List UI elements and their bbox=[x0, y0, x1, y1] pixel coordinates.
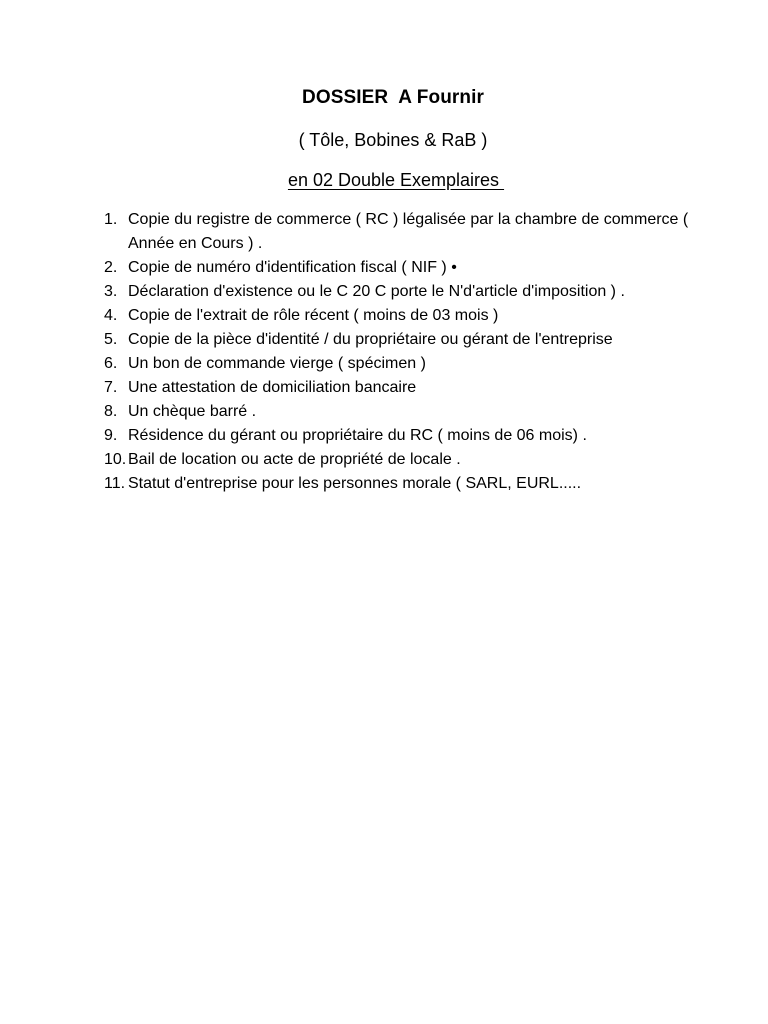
item-number: 9. bbox=[104, 427, 118, 444]
item-text: Un bon de commande vierge ( spécimen ) bbox=[128, 355, 426, 372]
list-item bbox=[104, 352, 704, 376]
document-title: DOSSIER A Fournir bbox=[302, 87, 484, 108]
item-text: Copie de l'extrait de rôle récent ( moins de 03 mois ) bbox=[128, 307, 499, 324]
item-number: 6. bbox=[104, 355, 118, 372]
item-number: 3. bbox=[104, 283, 118, 300]
item-number: 1. bbox=[104, 211, 118, 228]
item-number: 7. bbox=[104, 379, 118, 396]
item-text: Un chèque barré . bbox=[128, 403, 257, 420]
copies-note: en 02 Double Exemplaires bbox=[287, 170, 505, 190]
list-item bbox=[104, 256, 704, 280]
item-text: Une attestation de domiciliation bancaire bbox=[128, 379, 417, 396]
item-number: 10. bbox=[104, 451, 127, 468]
list-item bbox=[104, 304, 704, 328]
list-item bbox=[104, 208, 704, 256]
list-item bbox=[104, 376, 704, 400]
list-item bbox=[104, 472, 704, 496]
list-item bbox=[104, 448, 704, 472]
item-text: Copie de numéro d'identification fiscal ( NIF ) • bbox=[128, 259, 457, 276]
item-number: 2. bbox=[104, 259, 118, 276]
item-number: 8. bbox=[104, 403, 118, 420]
list-item bbox=[104, 424, 704, 448]
item-text: Copie du registre de commerce ( RC ) légalisée par la chambre de commerce ( Année en Cours ) . bbox=[128, 211, 689, 252]
item-number: 4. bbox=[104, 307, 118, 324]
document-subtitle: ( Tôle, Bobines & RaB ) bbox=[298, 130, 488, 150]
item-text: Déclaration d'existence ou le C 20 C porte le N'd'article d'imposition ) . bbox=[128, 283, 625, 300]
item-text: Statut d'entreprise pour les personnes morale ( SARL, EURL..... bbox=[128, 475, 582, 492]
item-text: Copie de la pièce d'identité / du propriétaire ou gérant de l'entreprise bbox=[128, 331, 613, 348]
required-documents-list bbox=[104, 208, 704, 496]
item-number: 5. bbox=[104, 331, 118, 348]
item-number: 11. bbox=[104, 475, 126, 492]
item-text: Bail de location ou acte de propriété de locale . bbox=[128, 451, 461, 468]
item-text: Résidence du gérant ou propriétaire du RC ( moins de 06 mois) . bbox=[128, 427, 587, 444]
list-item bbox=[104, 328, 704, 352]
list-item bbox=[104, 400, 704, 424]
list-item bbox=[104, 280, 704, 304]
